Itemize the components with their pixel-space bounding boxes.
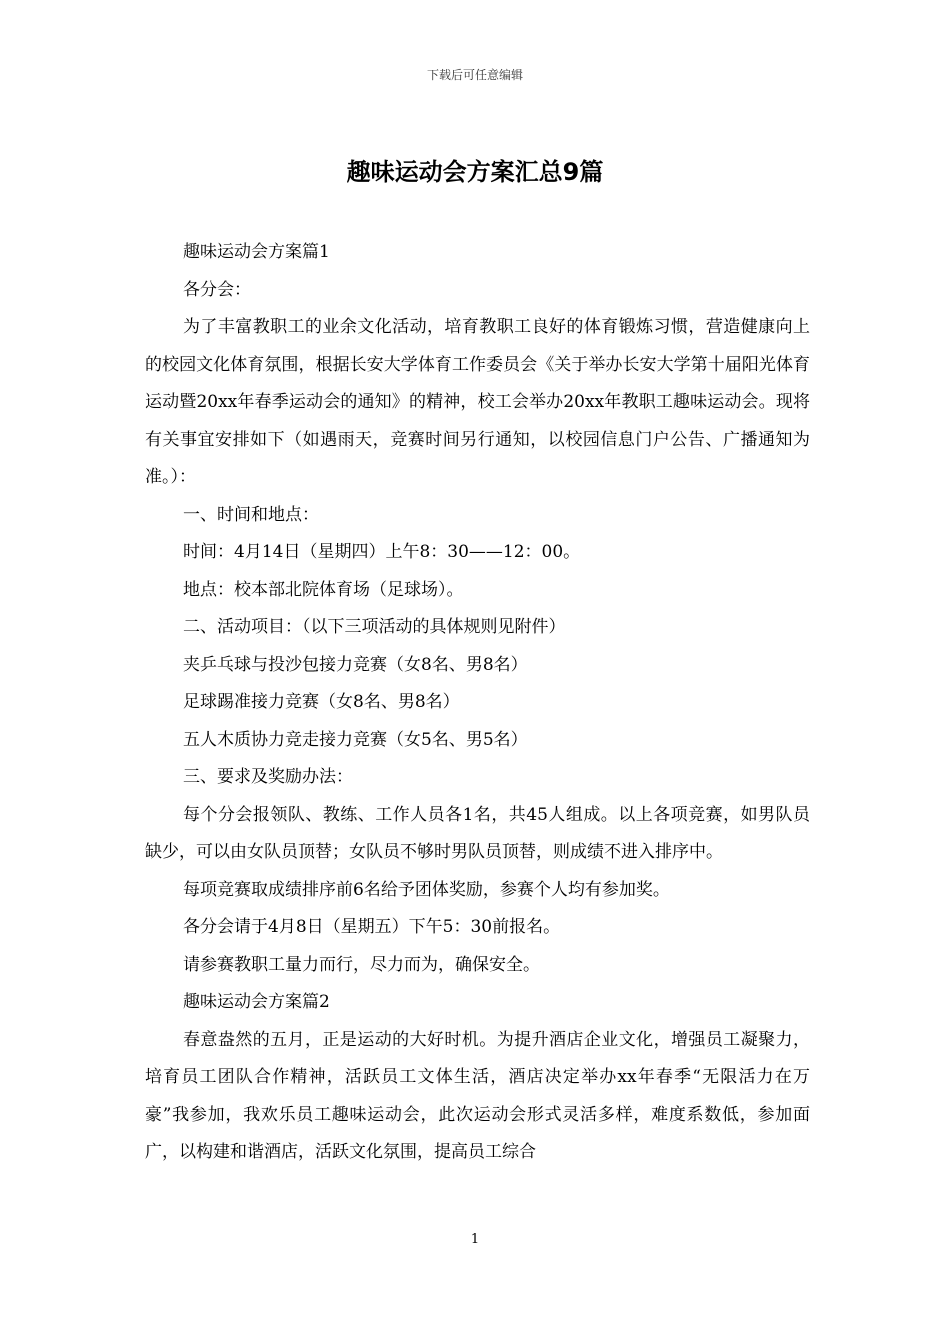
- document-title: 趣味运动会方案汇总9篇: [346, 158, 604, 186]
- section-heading-2: 趣味运动会方案篇2: [183, 992, 330, 1012]
- paragraph: 每项竞赛取成绩排序前6名给予团体奖励，参赛个人均有参加奖。: [183, 879, 670, 900]
- section-heading-1: 趣味运动会方案篇1: [183, 242, 330, 262]
- page-number: 1: [470, 1232, 480, 1247]
- paragraph: 三、要求及奖励办法：: [183, 767, 353, 787]
- paragraph: 夹乒乓球与投沙包接力竞赛（女8名、男8名）: [183, 654, 528, 675]
- paragraph: 一、时间和地点：: [183, 504, 319, 525]
- paragraph: 二、活动项目：（以下三项活动的具体规则见附件）: [183, 617, 566, 637]
- paragraph: 时间：4月14日（星期四）上午8：30——12：00。: [183, 542, 581, 562]
- paragraph: 请参赛教职工量力而行，尽力而为，确保安全。: [183, 954, 540, 975]
- document-body: [145, 234, 810, 1172]
- paragraph: 春意盎然的五月，正是运动的大好时机。为提升酒店企业文化，增强员工凝聚力，培育员工团队合作精神，活跃员工文体生活，酒店决定举办xx年春季“无限活力在万豪”我参加，我欢乐员工趣味运动会，此次运动会形式灵活多样，难度系数低，参加面广，以构建和谐酒店，活跃文化氛围，提高员工综合: [145, 1029, 810, 1162]
- paragraph: 足球踢准接力竞赛（女8名、男8名）: [183, 692, 460, 712]
- paragraph: 为了丰富教职工的业余文化活动，培育教职工良好的体育锻炼习惯，营造健康向上的校园文化体育氛围，根据长安大学体育工作委员会《关于举办长安大学第十届阳光体育运动暨20xx年春季运动会的通知》的精神，校工会举办20xx年教职工趣味运动会。现将有关事宜安排如下（如遇雨天，竞赛时间另行通知，以校园信息门户公告、广播通知为准。）：: [145, 317, 810, 487]
- paragraph: 五人木质协力竞走接力竞赛（女5名、男5名）: [183, 729, 528, 750]
- paragraph: 各分会：: [183, 279, 251, 300]
- paragraph: 地点：校本部北院体育场（足球场）。: [183, 579, 464, 600]
- paragraph: 每个分会报领队、教练、工作人员各1名，共45人组成。以上各项竞赛，如男队员缺少，可以由女队员顶替；女队员不够时男队员顶替，则成绩不进入排序中。: [145, 804, 810, 862]
- paragraph: 各分会请于4月8日（星期五）下午5：30前报名。: [183, 917, 561, 937]
- page-header-note: 下载后可任意编辑: [426, 68, 523, 82]
